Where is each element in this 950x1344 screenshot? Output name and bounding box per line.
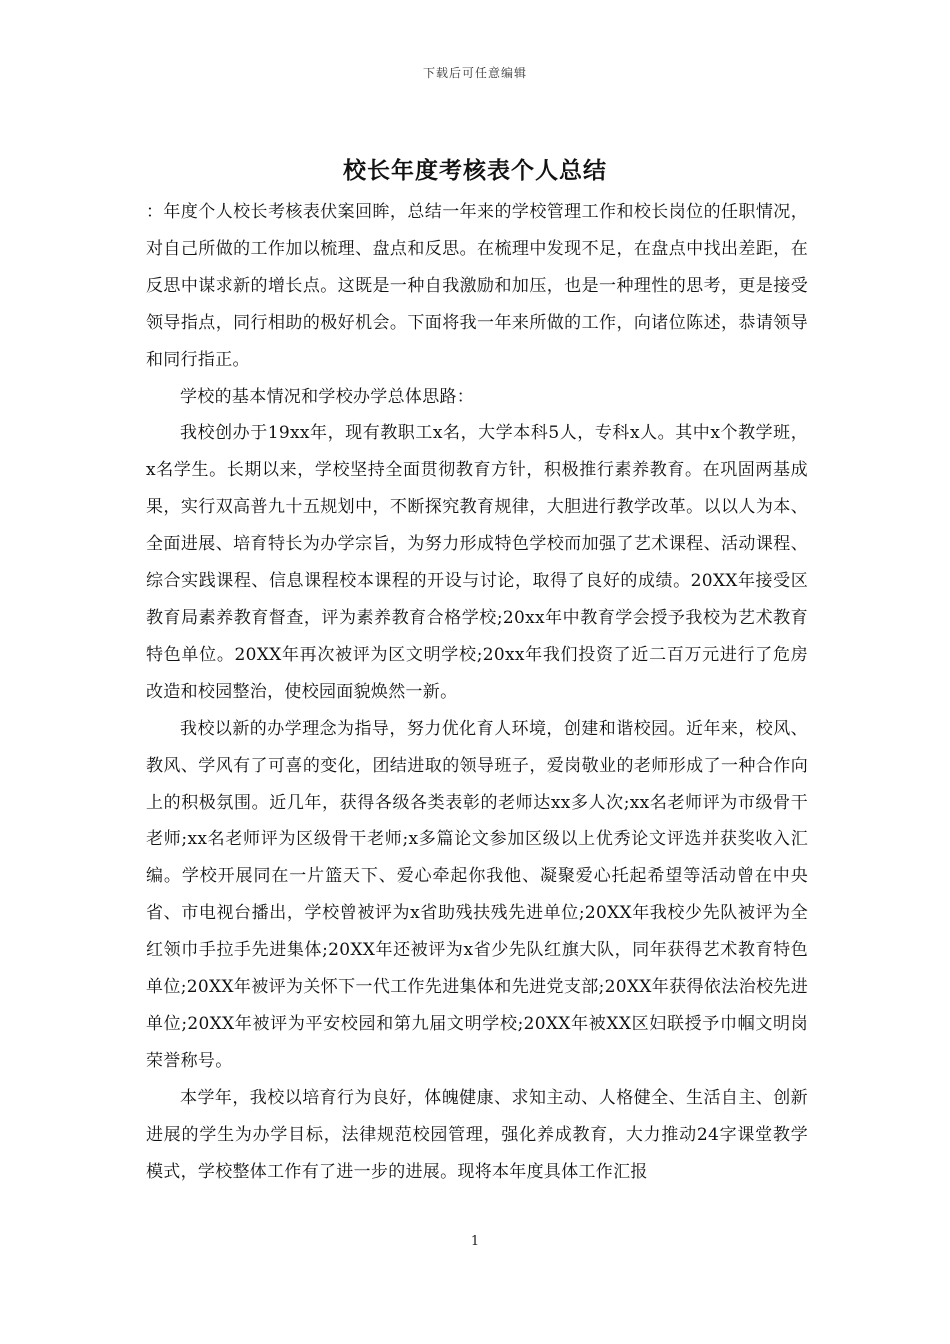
header-note: 下载后可任意编辑 (422, 66, 527, 80)
paragraph-achievements: 我校以新的办学理念为指导，努力优化育人环境，创建和谐校园。近年来，校风、教风、学风有了可喜的变化，团结进取的领导班子，爱岗敬业的老师形成了一种合作向上的积极氛围。近几年，获得各级各类表彰的老师达xx多人次;xx名老师评为市级骨干老师;xx名老师评为区级骨干老师;x多篇论文参加区级以上优秀论文评选并获奖收入汇编。学校开展同在一片篮天下、爱心牵起你我他、凝聚爱心托起希望等活动曾在中央省、市电视台播出，学校曾被评为x省助残扶残先进单位;20XX年我校少先队被评为全红领巾手拉手先进集体;20XX年还被评为x省少先队红旗大队，同年获得艺术教育特色单位;20XX年被评为关怀下一代工作先进集体和先进党支部;20XX年获得依法治校先进单位;20XX年被评为平安校园和第九届文明学校;20XX年被XX区妇联授予巾帼文明岗荣誉称号。 (146, 718, 808, 1071)
paragraph-year-goals: 本学年，我校以培育行为良好，体魄健康、求知主动、人格健全、生活自主、创新进展的学生为办学目标，法律规范校园管理，强化养成教育，大力推动24字课堂教学模式，学校整体工作有了进一步的进展。现将本年度具体工作汇报 (146, 1087, 808, 1182)
paragraph-intro: ：年度个人校长考核表伏案回眸，总结一年来的学校管理工作和校长岗位的任职情况，对自己所做的工作加以梳理、盘点和反思。在梳理中发现不足，在盘点中找出差距，在反思中谋求新的增长点。这既是一种自我激励和加压，也是一种理性的思考，更是接受领导指点，同行相助的极好机会。下面将我一年来所做的工作，向诸位陈述，恭请领导和同行指正。 (146, 202, 808, 370)
document-body (146, 194, 808, 1190)
paragraph-school-overview: 我校创办于19xx年，现有教职工x名，大学本科5人，专科x人。其中x个教学班，x名学生。长期以来，学校坚持全面贯彻教育方针，积极推行素养教育。在巩固两基成果，实行双高普九十五规划中，不断探究教育规律，大胆进行教学改革。以以人为本、全面进展、培育特长为办学宗旨，为努力形成特色学校而加强了艺术课程、活动课程、综合实践课程、信息课程校本课程的开设与讨论，取得了良好的成绩。20XX年接受区教育局素养教育督查，评为素养教育合格学校;20xx年中教育学会授予我校为艺术教育特色单位。20XX年再次被评为区文明学校;20xx年我们投资了近二百万元进行了危房改造和校园整治，使校园面貌焕然一新。 (146, 423, 808, 702)
paragraph-section-heading: 学校的基本情况和学校办学总体思路： (180, 386, 475, 407)
page-number: 1 (470, 1234, 480, 1249)
document-title: 校长年度考核表个人总结 (343, 157, 607, 184)
